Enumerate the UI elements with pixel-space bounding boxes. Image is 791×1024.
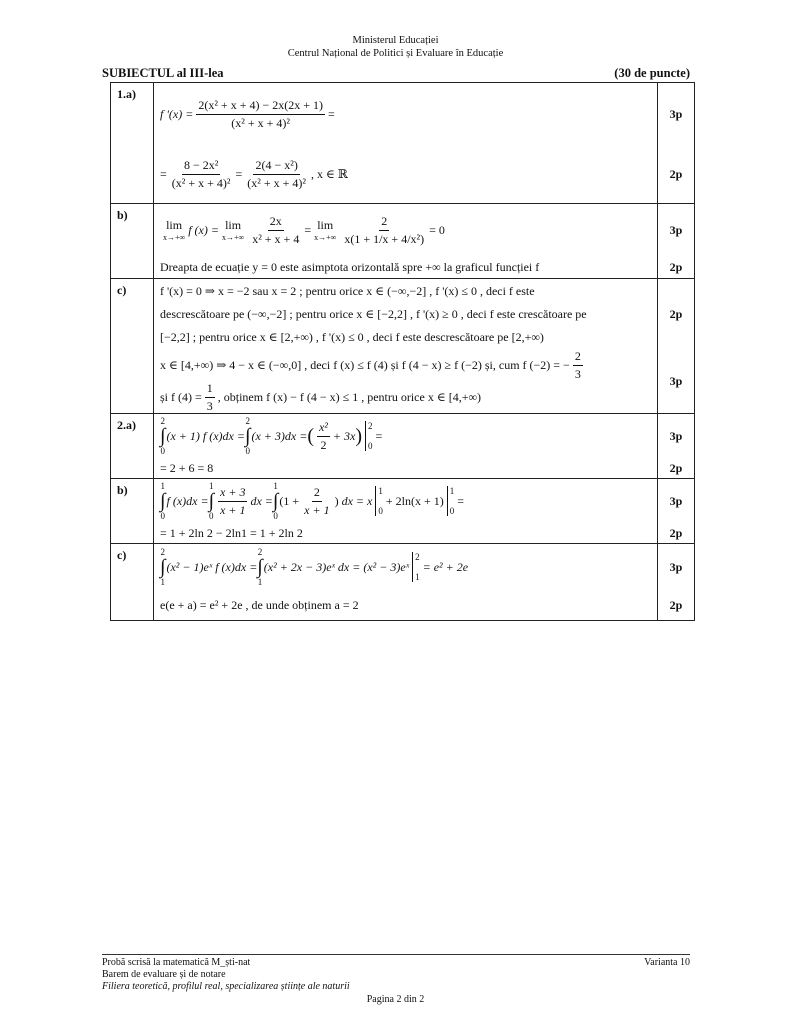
bar-upper-limit: 2 bbox=[368, 421, 373, 431]
document-header bbox=[0, 34, 791, 60]
formula-text: = bbox=[235, 166, 243, 181]
limit-subscript: x→+∞ bbox=[163, 233, 186, 242]
fraction bbox=[196, 98, 325, 131]
solution-line: = 2 + 6 = 8 bbox=[160, 460, 214, 475]
integral-lower-limit: 0 bbox=[160, 446, 165, 456]
formula-text: = bbox=[327, 106, 335, 121]
fraction-denominator: x + 1 bbox=[220, 502, 246, 517]
integral-upper-limit: 2 bbox=[160, 416, 165, 426]
solution-line: [−2,2] ; pentru orice x ∈ [2,+∞) , f '(x) ≤ 0 , deci f este descrescătoare pe [2,+∞) bbox=[160, 329, 544, 344]
integral-upper-limit: 2 bbox=[245, 416, 250, 426]
fraction bbox=[250, 214, 301, 247]
limit-text: lim bbox=[317, 218, 334, 232]
solution-line: x ∈ [4,+∞) ⇒ 4 − x ∈ (−∞,0] , deci f (x) ≤ f (4) și f (4 − x) ≥ f (−2) și, cum f (−2) = − bbox=[160, 357, 570, 372]
bar-lower-limit: 1 bbox=[415, 572, 420, 582]
integral-upper-limit: 1 bbox=[209, 481, 214, 491]
formula-text: dx = x bbox=[341, 493, 373, 508]
item-content bbox=[154, 83, 658, 204]
item-label: c) bbox=[111, 544, 154, 621]
points-value: 3p bbox=[669, 428, 683, 443]
table-row bbox=[111, 414, 695, 479]
limit bbox=[163, 218, 185, 242]
points-cell bbox=[658, 479, 695, 544]
footer-exam-name: Probă scrisă la matematică M_ști-nat bbox=[102, 957, 251, 968]
integral-lower-limit: 0 bbox=[160, 511, 165, 521]
limit-text: lim bbox=[166, 218, 183, 232]
points-value: 3p bbox=[669, 106, 683, 121]
formula-text: = bbox=[304, 222, 312, 237]
integral-upper-limit: 2 bbox=[160, 547, 165, 557]
points-cell bbox=[658, 279, 695, 414]
integral-upper-limit: 1 bbox=[273, 481, 278, 491]
fraction-denominator: 3 bbox=[206, 398, 213, 413]
formula-text: f '(x) = bbox=[160, 106, 194, 121]
item-content bbox=[154, 279, 658, 414]
points-value: 3p bbox=[669, 559, 683, 574]
table-row bbox=[111, 83, 695, 204]
item-content: 2 ∫ 0 (x + 1) f (x)dx = 2 ∫ 0 (x + 3)dx = ( $\frac{\text{x²}}{2}$ + 3x ) 2 0 = = 2 + 6 = 8 bbox=[154, 414, 658, 479]
document-footer bbox=[102, 954, 690, 993]
points-value: 2p bbox=[669, 259, 683, 274]
bar-lower-limit: 0 bbox=[368, 441, 373, 451]
integral-sign: 2 ∫ 0 bbox=[160, 416, 166, 456]
limit-subscript: x→+∞ bbox=[314, 233, 337, 242]
fraction bbox=[317, 420, 330, 453]
limit-subscript: x→+∞ bbox=[221, 233, 245, 242]
fraction bbox=[205, 381, 215, 414]
formula-text: (1 + bbox=[279, 493, 300, 508]
formula-text: f (x) = bbox=[188, 222, 219, 237]
fraction-numerator: 2(4 − x²) bbox=[253, 158, 299, 175]
bar-upper-limit: 1 bbox=[378, 486, 383, 496]
evaluation-bar bbox=[412, 552, 420, 582]
solution-line: f '(x) = 0 ⇒ x = −2 sau x = 2 ; pentru orice x ∈ (−∞,−2] , f '(x) ≤ 0 , deci f este bbox=[160, 283, 535, 298]
fraction-numerator: x² bbox=[317, 420, 330, 437]
integral-upper-limit: 2 bbox=[257, 547, 263, 557]
integral-lower-limit: 0 bbox=[245, 446, 250, 456]
formula-text: (x² + 2x − 3)eˣ dx = (x² − 3)eˣ bbox=[263, 559, 410, 574]
formula-text: = 0 bbox=[429, 222, 445, 237]
points-cell bbox=[658, 544, 695, 621]
item-label: b) bbox=[111, 204, 154, 279]
solution-line: e(e + a) = e² + 2e , de unde obținem a = 2 bbox=[160, 597, 359, 612]
points-value: 2p bbox=[669, 460, 683, 475]
item-content bbox=[154, 544, 658, 621]
solution-line: , obținem f (x) − f (4 − x) ≤ 1 , pentru orice x ∈ [4,+∞) bbox=[217, 389, 482, 404]
table-row bbox=[111, 479, 695, 544]
fraction bbox=[342, 214, 426, 247]
points-cell bbox=[658, 83, 695, 204]
solution-line: descrescătoare pe (−∞,−2] ; pentru orice x ∈ [−2,2] , f '(x) ≥ 0 , deci f este crescătoare pe bbox=[160, 306, 587, 321]
solution-line: și f (4) = bbox=[160, 389, 202, 404]
fraction bbox=[245, 158, 308, 191]
points-cell bbox=[658, 204, 695, 279]
evaluation-bar bbox=[365, 421, 373, 451]
evaluation-bar bbox=[375, 486, 383, 516]
solution-line: = 1 + 2ln 2 − 2ln1 = 1 + 2ln 2 bbox=[160, 525, 303, 540]
integral-lower-limit: 1 bbox=[257, 577, 263, 587]
formula-text: = bbox=[160, 166, 167, 181]
points-value: 3p bbox=[669, 493, 683, 508]
points-value: 2p bbox=[669, 166, 683, 181]
fraction-numerator: 8 − 2x² bbox=[182, 158, 220, 175]
grading-table bbox=[110, 82, 695, 621]
fraction-numerator: 2 bbox=[573, 349, 583, 366]
integral-sign: 1 ∫ 0 bbox=[160, 481, 166, 521]
limit-text: lim bbox=[225, 218, 242, 232]
footer-track: Filiera teoretică, profilul real, specializarea științe ale naturii bbox=[102, 981, 350, 992]
integral-lower-limit: 0 bbox=[273, 511, 278, 521]
integral-sign: 1 ∫ 0 bbox=[208, 481, 215, 521]
integral-sign: 2 ∫ 1 bbox=[160, 547, 166, 587]
ministry-name: Ministerul Educației bbox=[352, 35, 439, 46]
formula-text: , x ∈ ℝ bbox=[311, 166, 348, 181]
subject-points: (30 de puncte) bbox=[614, 66, 690, 80]
fraction-numerator: 2 bbox=[379, 214, 389, 231]
fraction-numerator: 1 bbox=[205, 381, 215, 398]
points-cell bbox=[658, 414, 695, 479]
fraction bbox=[302, 485, 331, 518]
points-value: 2p bbox=[669, 597, 683, 612]
item-content bbox=[154, 479, 658, 544]
formula-text: + 2ln(x + 1) bbox=[385, 493, 444, 508]
points-value: 3p bbox=[669, 222, 683, 237]
fraction-denominator: (x² + x + 4)² bbox=[231, 115, 291, 130]
item-label: 2.a) bbox=[111, 414, 154, 479]
table-row bbox=[111, 544, 695, 621]
page-number: Pagina 2 din 2 bbox=[366, 994, 425, 1005]
item-label: b) bbox=[111, 479, 154, 544]
footer-variant: Varianta 10 bbox=[644, 957, 690, 968]
integral-lower-limit: 0 bbox=[209, 511, 214, 521]
bar-lower-limit: 0 bbox=[378, 506, 383, 516]
fraction-denominator: x² + x + 4 bbox=[252, 231, 300, 246]
integral-sign: 2 ∫ 0 bbox=[244, 416, 251, 456]
formula-text: (x² − 1)eˣ f (x)dx = bbox=[166, 559, 258, 574]
formula-text: = bbox=[375, 428, 383, 443]
formula-text: f (x)dx = bbox=[166, 493, 209, 508]
formula-text: = bbox=[457, 493, 465, 508]
fraction bbox=[218, 485, 247, 518]
formula-text: dx = bbox=[250, 493, 273, 508]
fraction-denominator: (x² + x + 4)² bbox=[247, 175, 307, 190]
fraction-denominator: 3 bbox=[574, 366, 581, 381]
fraction-denominator: x + 1 bbox=[304, 502, 330, 517]
item-label: c) bbox=[111, 279, 154, 414]
center-name: Centrul Național de Politici și Evaluare în Educație bbox=[287, 48, 504, 59]
limit bbox=[222, 218, 244, 242]
integral-sign: 1 ∫ 0 bbox=[272, 481, 279, 521]
fraction bbox=[170, 158, 233, 191]
table-row bbox=[111, 204, 695, 279]
limit bbox=[314, 218, 336, 242]
item-label: 1.a) bbox=[111, 83, 154, 204]
footer-barem: Barem de evaluare și de notare bbox=[102, 969, 226, 980]
asymptote-text: Dreapta de ecuație y = 0 este asimptota orizontală spre +∞ la graficul funcției f bbox=[160, 259, 540, 274]
bar-upper-limit: 1 bbox=[449, 486, 455, 496]
subject-title: SUBIECTUL al III-lea bbox=[102, 66, 224, 80]
points-value: 2p bbox=[669, 306, 683, 321]
evaluation-bar bbox=[447, 486, 455, 516]
fraction-denominator: (x² + x + 4)² bbox=[171, 175, 231, 190]
table-row bbox=[111, 279, 695, 414]
integral-sign: 2 ∫ 1 bbox=[257, 547, 263, 587]
bar-lower-limit: 0 bbox=[449, 506, 455, 516]
fraction-numerator: 2(x² + x + 4) − 2x(2x + 1) bbox=[196, 98, 325, 115]
fraction-numerator: x + 3 bbox=[218, 485, 247, 502]
formula-text: = e² + 2e bbox=[422, 559, 469, 574]
fraction-numerator: 2x bbox=[268, 214, 284, 231]
fraction-numerator: 2 bbox=[312, 485, 322, 502]
item-content bbox=[154, 204, 658, 279]
fraction-denominator: x(1 + 1/x + 4/x²) bbox=[344, 231, 425, 246]
formula-text: + 3x bbox=[332, 428, 356, 443]
formula-text: (x + 3)dx = bbox=[251, 428, 308, 443]
fraction-denominator: 2 bbox=[320, 437, 327, 452]
integral-lower-limit: 1 bbox=[160, 577, 165, 587]
bar-upper-limit: 2 bbox=[415, 552, 420, 562]
points-value: 2p bbox=[669, 525, 683, 540]
integral-upper-limit: 1 bbox=[160, 481, 165, 491]
fraction bbox=[573, 349, 583, 382]
formula-text: ) bbox=[334, 493, 339, 508]
subject-heading bbox=[102, 66, 690, 81]
formula-text: (x + 1) f (x)dx = bbox=[166, 428, 245, 443]
points-value: 3p bbox=[669, 373, 683, 388]
